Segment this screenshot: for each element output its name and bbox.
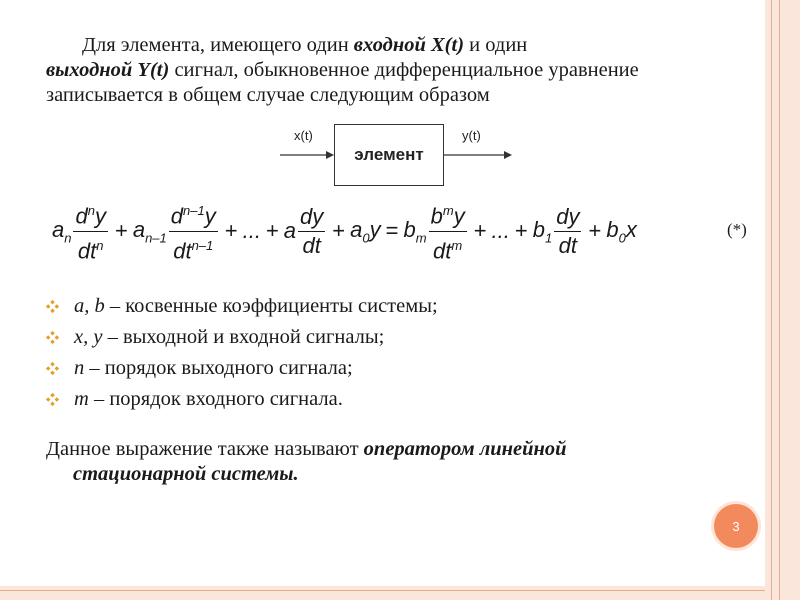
diamond-bullet-icon xyxy=(46,300,59,313)
operator-term-continued: стационарной системы. xyxy=(73,463,299,485)
fraction-dy-dt: $\frac{dy}{dt}$ xyxy=(300,203,324,258)
fraction-dy-dt-rhs: $\frac{dy}{dt}$ xyxy=(556,203,580,258)
diamond-bullet-icon xyxy=(46,331,59,344)
diamond-bullet-icon xyxy=(46,393,59,406)
element-box: элемент xyxy=(334,124,444,186)
page-number-badge: 3 xyxy=(714,504,758,548)
output-signal-label: y(t) xyxy=(462,128,481,143)
closing-paragraph: Данное выражение также называют оператором линейной стационарной системы. xyxy=(46,437,726,487)
equation-marker: (*) xyxy=(727,220,747,239)
list-item: m – порядок входного сигнала. xyxy=(46,384,746,415)
fraction-dny-dtn: $\frac{d^ny}{dt^n}$ xyxy=(73,197,107,265)
output-signal-term: выходной Y(t) xyxy=(46,59,170,81)
definitions-list xyxy=(46,291,746,415)
decorative-bottom-border xyxy=(0,586,765,600)
decorative-side-border xyxy=(765,0,800,600)
list-item: x, y – выходной и входной сигналы; xyxy=(46,322,746,353)
differential-equation: $a_n$ $\frac{d^ny}{dt^n}$ + $a_{n-1}$ $\frac{d^{n-1}y}{dt^{n-1}}$ + ... + a $\frac{dy}{dt}$ + $a_0y$ = $b_m$ $\frac{b^my}{dt^m}$ + ... + $b_1$ $\frac{dy}{dt}$ + $b_0x$ xyxy=(52,196,712,266)
intro-paragraph: Для элемента, имеющего один входной X(t) и один выходной Y(t) сигнал, обыкновенное дифференциальное уравнение записывается в общем случае следующим образом xyxy=(46,34,639,106)
fraction-bmy-dtm: $\frac{b^my}{dt^m}$ xyxy=(429,197,467,265)
input-signal-term: входной X(t) xyxy=(353,34,465,56)
list-item: n – порядок выходного сигнала; xyxy=(46,353,746,384)
diamond-bullet-icon xyxy=(46,362,59,375)
operator-term: оператором линейной xyxy=(363,438,567,460)
list-item: a, b – косвенные коэффициенты системы; xyxy=(46,291,746,322)
fraction-dn1y-dtn1: $\frac{d^{n-1}y}{dt^{n-1}}$ xyxy=(169,197,218,265)
input-signal-label: x(t) xyxy=(294,128,313,143)
element-block-diagram xyxy=(280,124,520,190)
